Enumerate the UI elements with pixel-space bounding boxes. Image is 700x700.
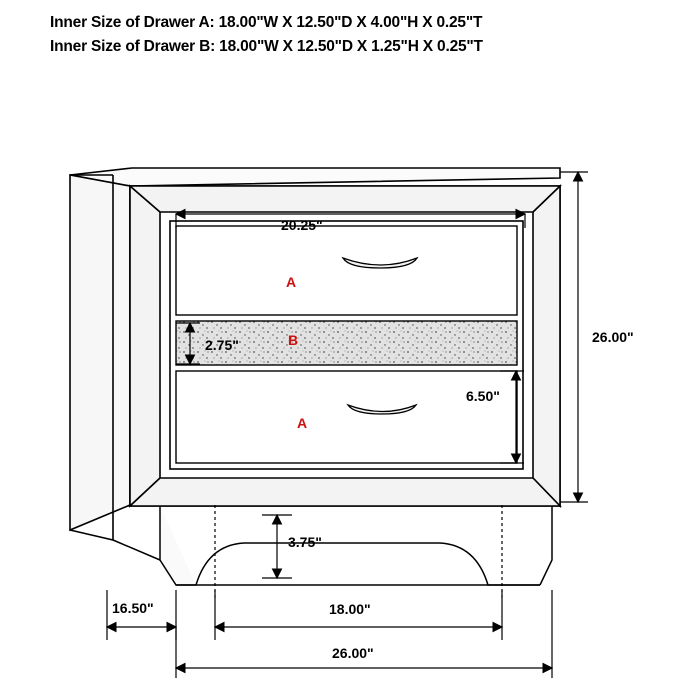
dim-overall-height: 26.00" (592, 329, 634, 345)
drawer-label-b: B (288, 332, 299, 348)
header-line-2: Inner Size of Drawer B: 18.00"W X 12.50"D X 1.25"H X 0.25"T (50, 38, 483, 55)
drawer-a-bottom (176, 371, 517, 463)
drawer-label-a-top: A (286, 274, 297, 290)
dim-depth: 16.50" (112, 600, 154, 616)
header-line-1: Inner Size of Drawer A: 18.00"W X 12.50"D X 4.00"H X 0.25"T (50, 14, 483, 31)
base-legs (113, 506, 552, 585)
dim-drawer-width: 20.25" (281, 217, 323, 233)
drawer-a-top (176, 226, 517, 315)
dim-bottom-drawer-height: 6.50" (466, 388, 500, 404)
dim-middle-drawer-height: 2.75" (205, 337, 239, 353)
dim-overall-width: 26.00" (332, 645, 374, 661)
dim-inner-width: 18.00" (329, 601, 371, 617)
dim-leg-clearance: 3.75" (288, 534, 322, 550)
drawer-label-a-bottom: A (297, 415, 308, 431)
